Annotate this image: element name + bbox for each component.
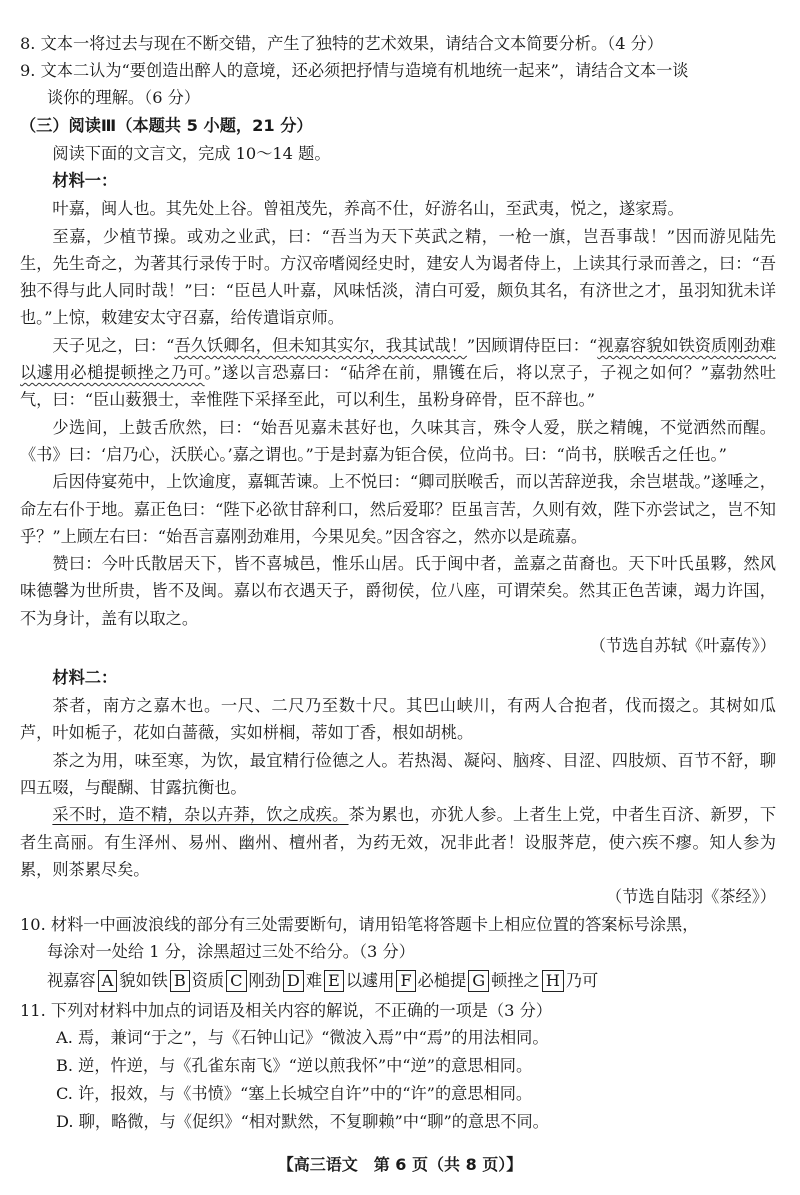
break-box-c: C bbox=[226, 970, 246, 992]
wavy-underlined-text: 吾久饫卿名，但未知其实尔，我其试哉！ bbox=[174, 335, 467, 355]
reading-instruction: 阅读下面的文言文，完成 10～14 题。 bbox=[52, 144, 331, 163]
material-1-paragraph: 叶嘉，闽人也。其先处上谷。曾祖茂先，养高不仕，好游名山，至武夷，悦之，遂家焉。 bbox=[52, 199, 684, 219]
break-box-b: B bbox=[170, 970, 190, 992]
material-2-paragraph: 茶者，南方之嘉木也。一尺、二尺乃至数十尺。其巴山峡川，有两人合抱者，伐而掇之。其树如瓜芦，叶如栀子，花如白蔷薇，实如栟榈，蒂如丁香，根如胡桃。 bbox=[20, 696, 776, 743]
material-1-paragraph: 后因侍宴苑中，上饮逾度，嘉辄苦谏。上不悦曰：“卿司朕喉舌，而以苦辞逆我，余岂堪哉。”遂唾之，命左右仆于地。嘉正色曰：“陛下必欲甘辞利口，然后爱耶？臣虽言苦，久则有效，陛下亦尝试之，岂不知乎？”上顾左右曰：“始吾言嘉刚劲难用，今果见矣。”因含容之，然亦以是疏嘉。 bbox=[20, 472, 776, 546]
break-box-d: D bbox=[283, 970, 304, 992]
option-d: D. 聊，略微，与《促织》“相对默然，不复聊赖”中“聊”的意思不同。 bbox=[56, 1112, 549, 1132]
break-box-a: A bbox=[98, 970, 118, 992]
question-10: 10. 材料一中画波浪线的部分有三处需要断句，请用铅笔将答题卡上相应位置的答案标号涂黑， 每涂对一处给 1 分，涂黑超过三处不给分。（3 分） bbox=[20, 915, 699, 962]
break-box-g: G bbox=[468, 970, 489, 992]
material-1-source: （节选自苏轼《叶嘉传》） bbox=[589, 636, 776, 656]
page-footer: 【高三语文 第 6 页（共 8 页）】 bbox=[277, 1155, 523, 1174]
option-b: B. 逆，忤逆，与《孔雀东南飞》“逆以煎我怀”中“逆”的意思相同。 bbox=[56, 1056, 533, 1076]
material-2-source: （节选自陆羽《茶经》） bbox=[606, 887, 776, 907]
break-box-f: F bbox=[396, 970, 415, 992]
material-1-title: 材料一： bbox=[52, 171, 118, 191]
material-1-paragraph: 赞曰：今叶氏散居天下，皆不喜城邑，惟乐山居。氏于闽中者，盖嘉之苗裔也。天下叶氏虽夥，然风味德馨为世所贵，皆不及闽。嘉以布衣遇天子，爵彻侯，位八座，可谓荣矣。然其正色苦谏，竭力许国，不为身计，盖有以取之。 bbox=[20, 554, 776, 628]
option-a: A. 焉，兼词“于之”，与《石钟山记》“微波入焉”中“焉”的用法相同。 bbox=[56, 1028, 549, 1048]
wavy-underlined-text: 视嘉容貌如铁资质刚劲难以遽用必槌提顿挫之乃可 bbox=[20, 335, 776, 383]
material-1-paragraph: 天子见之，曰：“吾久饫卿名，但未知其实尔，我其试哉！”因顾谓侍臣曰：“视嘉容貌如铁资质刚劲难以遽用必槌提顿挫之乃可。”遂以言恐嘉曰：“砧斧在前，鼎镬在后，将以烹子，子视之如何？”嘉勃然吐气，曰：“臣山薮猥士，幸惟陛下采择至此，可以利生，虽粉身碎骨，臣不辞也。” bbox=[20, 335, 776, 410]
material-2-paragraph: 采不时，造不精，杂以卉莽，饮之成疾。茶为累也，亦犹人参。上者生上党，中者生百济、新罗，下者生高丽。有生泽州、易州、幽州、檀州者，为药无效，况非此者！设服荠苨，使六疾不瘳。知人参为累，则茶累尽矣。 bbox=[20, 805, 777, 879]
question-9: 9. 文本二认为“要创造出醉人的意境，还必须把抒情与造境有机地统一起来”，请结合文本一谈 谈你的理解。（6 分） bbox=[20, 61, 689, 107]
section-title: （三）阅读Ⅲ（本题共 5 小题，21 分） bbox=[20, 116, 313, 135]
material-2-title: 材料二： bbox=[52, 668, 118, 688]
material-1-paragraph: 至嘉，少植节操。或劝之业武，曰：“吾当为天下英武之精，一枪一旗，岂吾事哉！”因而游见陆先生，先生奇之，为著其行录传于时。方汉帝嗜阅经史时，建安人为谒者侍上，上读其行录而善之，曰：“吾独不得与此人同时哉！”曰：“臣邑人叶嘉，风味恬淡，清白可爱，颇负其名，有济世之才，虽羽知犹未详也。”上惊，敕建安太守召嘉，给传遣诣京师。 bbox=[20, 226, 776, 328]
sentence-break-options: 视嘉容 A 貌如铁 B 资质 C 刚劲 D 难 E 以遽用 F 必槌提 G 顿挫之 H 乃可 bbox=[47, 971, 599, 991]
underlined-text: 采不时，造不精，杂以卉莽，饮之成疾。 bbox=[52, 805, 349, 825]
material-2-paragraph: 茶之为用，味至寒，为饮，最宜精行俭德之人。若热渴、凝闷、脑疼、目涩、四肢烦、百节不舒，聊四五啜，与醍醐、甘露抗衡也。 bbox=[20, 750, 776, 797]
break-box-h: H bbox=[542, 970, 564, 992]
material-1-paragraph: 少选间，上鼓舌欣然，曰：“始吾见嘉未甚好也，久味其言，殊令人爱，朕之精魄，不觉洒然而醒。《书》曰：‘启乃心，沃朕心。’嘉之谓也。”于是封嘉为钜合侯，位尚书。曰：“尚书，朕喉舌之任也。” bbox=[20, 417, 776, 464]
question-8: 8. 文本一将过去与现在不断交错，产生了独特的艺术效果，请结合文本简要分析。（4 分） bbox=[20, 34, 664, 53]
question-11: 11. 下列对材料中加点的词语及相关内容的解说，不正确的一项是（3 分） bbox=[20, 1001, 552, 1021]
break-box-e: E bbox=[324, 970, 344, 992]
option-c: C. 许，报效，与《书愤》“塞上长城空自许”中的“许”的意思相同。 bbox=[56, 1084, 533, 1104]
